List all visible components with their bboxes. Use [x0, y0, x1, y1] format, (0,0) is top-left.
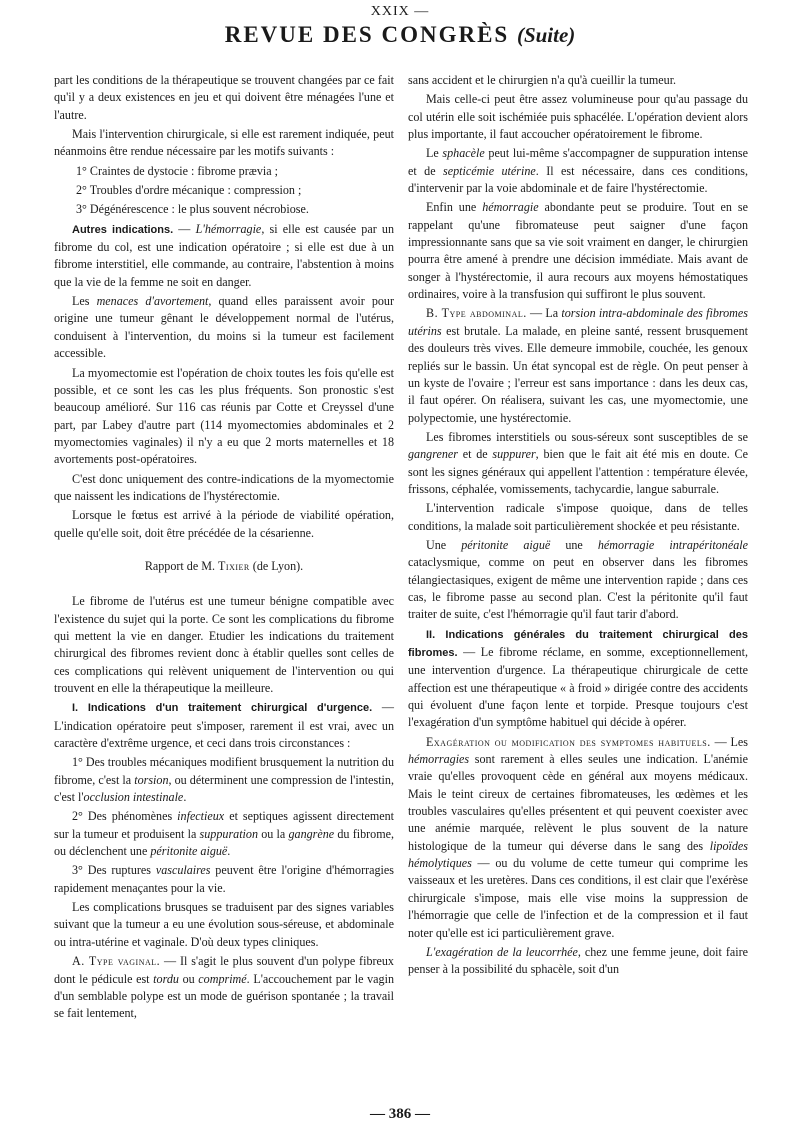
text-run: , bien que le fait ait été mis en doute. Ce sont les signes généraux qui appellent l'attention : température élevée, frissons, céphalée, vomissements, tachycardie, langue saburrale. [408, 447, 748, 496]
journal-title-suffix: (Suite) [516, 23, 576, 47]
text-run: — Il s'agit le plus souvent d'un polype fibreux dont le pédicule est [54, 954, 394, 986]
emphasis: torsion [134, 772, 169, 787]
paragraph [408, 734, 748, 942]
section-label: Autres indications. [72, 223, 174, 236]
paragraph: part les conditions de la thérapeutique se trouvent changées par ce fait qu'il y a deux existences en jeu et qui doivent être ménagées l'une et l'autre. [54, 73, 394, 122]
paragraph [408, 305, 748, 426]
emphasis: vasculaires [155, 863, 211, 878]
text-run: est brutale. La malade, en pleine santé, ressent brusquement des douleurs très vives. Elle demeure immobile, couchée, les genoux repliés sur le bassin. Un état syncopal est de règle. On peut penser à un kyste de l'ovaire ; l'erreur est sans importance : dans les deux cas, il faut opérer. On réalisera, suivant les cas, une myomectomie, une polypectomie, une hystérectomie. [408, 323, 748, 425]
emphasis: hémorragies [408, 752, 470, 767]
text-run: 2° Des phénomènes [72, 809, 178, 824]
emphasis: gangrène [288, 826, 335, 841]
emphasis: septicémie utérine [443, 163, 536, 178]
text-run: Les [72, 294, 97, 309]
paragraph [54, 699, 394, 752]
list-item: 1° Craintes de dystocie : fibrome prævia ; [76, 163, 278, 178]
emphasis: menaces d'avortement [96, 294, 209, 309]
paragraph [54, 953, 394, 1022]
paragraph: Le fibrome de l'utérus est une tumeur bénigne compatible avec l'existence du sujet qui la porte. Ce sont les complications du fibrome qui mettent la vie en danger. Etudier les indications du traitement chirurgical des fibromes revient donc à établir quelles sont celles de ces complications qui relèvent uniquement de l'intervention ou qui trouvent en elle la thérapeutique la meilleure. [54, 594, 394, 695]
emphasis: suppurer [492, 447, 536, 462]
text-run: ou [178, 971, 199, 986]
text-run: . Il est nécessaire, dans ces conditions, d'intervenir par la voie abdominale et de faire l'hystérectomie. [408, 163, 748, 196]
text-run: 1° Des troubles mécaniques modifient brusquement la nutrition du fibrome, c'est la [54, 755, 394, 787]
paragraph [408, 944, 748, 979]
emphasis: L'exagération de la leucorrhée [426, 944, 578, 959]
text-run: . [183, 790, 187, 805]
text-run: cataclysmique, comme on peut en observer dans les fibromes télangiectasiques, exigent de même une intervention rapide ; dans ces cas, le fibrome passe au second plan. C'est la péritonite qu'il faut traiter de suite, c'est l'hémorragie qu'il faut tarir d'abord. [408, 555, 748, 622]
text-run: , quand elles paraissent avoir pour origine une tumeur gênant le développement normal de l'utérus, conduisent à l'intervention, du moins si la tumeur est facilement accessible. [54, 294, 394, 361]
text-run: . [227, 844, 231, 859]
journal-title-main: REVUE DES CONGRÈS [224, 22, 510, 47]
section-label: I. Indications d'un traitement chirurgical d'urgence. [72, 702, 373, 715]
list-item: 3° Dégénérescence : le plus souvent nécrobiose. [76, 202, 309, 217]
emphasis: hémorragie [482, 200, 539, 215]
page-number: — 386 — [370, 1106, 430, 1122]
text-run: Les fibromes interstitiels ou sous-séreux sont susceptibles de se [426, 429, 748, 444]
emphasis: péritonite aiguë [461, 537, 551, 552]
text-run: (de Lyon). [249, 558, 304, 573]
journal-title [0, 22, 800, 48]
text-run: peut lui-même s'accompagner de suppuration intense et de [408, 146, 748, 178]
paragraph [408, 626, 748, 732]
paragraph: L'intervention radicale s'impose quoique, dans de telles conditions, la malade soit particulièrement shockée et peu résistante. [408, 501, 748, 533]
paragraph [54, 221, 394, 291]
section-label: B. Type abdominal. [426, 306, 527, 321]
text-run: sont rarement à elles seules une indication. L'anémie vraie qu'elles provoquent cède en général aux moyens médicaux. Mais le teint cireux de certaines fibromateuses, les œdèmes et les troubles vasculaires qu'elles présentent et qui peuvent coexister avec une anémie marquée, relèvent le plus souvent de la nature histologique de la tumeur qui déverse dans le sang des [408, 752, 748, 853]
text-run: abondante peut se produire. Tout en se rappelant qu'une fibromateuse peut saigner d'une façon impressionnante sans que sa vie soit vraiment en danger, le chirurgien pourra être amené à prendre une décision immédiate. Mais avant de songer à l'hystérectomie, il aura recours aux moyens hémostatiques ordinaires, voire à la transfusion qui suffiront le plus souvent. [408, 200, 748, 302]
text-run: , ou déterminent une compression de l'intestin, c'est l' [54, 772, 394, 805]
text-run: Le [426, 146, 443, 161]
paragraph: sans accident et le chirurgien n'a qu'à cueillir la tumeur. [408, 73, 677, 87]
text-run: Enfin une [426, 200, 483, 215]
emphasis: péritonite aiguë [150, 844, 228, 859]
text-run: . L'accouchement par le vagin d'un semblable polype est un mode de guérison spontanée ; la travail se fait lentement, [54, 971, 394, 1021]
emphasis: sphacèle [442, 146, 485, 161]
text-run: — Les [710, 734, 748, 749]
emphasis: hémorragie intrapéritonéale [597, 537, 748, 552]
emphasis: L'hémorragie [195, 221, 262, 236]
right-column [408, 72, 748, 981]
text-run: 3° Des ruptures [72, 863, 156, 878]
text-run: du fibrome, ou déclenchent une [54, 826, 394, 859]
paragraph [408, 429, 748, 498]
text-run: peuvent être l'origine d'hémorragies rapidement menaçantes pour la vie. [54, 863, 394, 895]
report-heading [54, 558, 394, 575]
emphasis: lipoïdes hémolytiques [408, 838, 748, 871]
text-run: — ou du volume de cette tumeur qui comprime les vaisseaux et les uretères. Dans ces conditions, il est clair que l'exérèse chirurgicale s'impose, mais elle vise moins la suppression de l'hémorragie que celle de l'infection et de la compression et il faut noter qu'elle est ici particulièrement grave. [408, 856, 748, 940]
text-run: — Le fibrome réclame, en somme, exceptionnellement, une intervention d'urgence. La thérapeutique chirurgicale de cette affection est une thérapeutique « à froid » dirigée contre des accidents qui évoluent d'une façon lente et torpide. Presque toujours c'est l'exagération d'un symptôme habituel qui décide à opérer. [408, 645, 748, 730]
paragraph [54, 808, 394, 860]
emphasis: suppuration [199, 826, 259, 841]
author-name: Tixier [218, 558, 250, 573]
section-label: A. Type vaginal. [72, 954, 161, 969]
paragraph: C'est donc uniquement des contre-indications de la myomectomie que naissent les indications de l'hystérectomie. [54, 471, 394, 503]
section-label: II. Indications générales du traitement chirurgical des fibromes. [408, 628, 748, 659]
paragraph: La myomectomie est l'opération de choix toutes les fois qu'elle est possible, et ce sont les cas les plus fréquents. Son pronostic s'est beaucoup amélioré. Sur 116 cas réunis par Cotte et Creyssel d'une part, par Labey d'autre part (114 myomectomies abdominales et 2 myomectomies vaginales) il n'y a eu que 2 morts maternelles et 18 avortements post-opératoires. [54, 365, 394, 467]
paragraph [408, 537, 748, 624]
paragraph [54, 754, 394, 806]
emphasis: torsion intra-abdominale des fibromes utérins [408, 306, 748, 338]
text-run: ou la [258, 826, 289, 841]
emphasis: gangrener [408, 447, 458, 462]
text-run: — [173, 221, 196, 236]
text-run: — La [526, 306, 562, 321]
emphasis: comprimé [198, 971, 247, 986]
paragraph: Mais l'intervention chirurgicale, si elle est rarement indiquée, peut néanmoins être rendue nécessaire par les motifs suivants : [54, 127, 394, 159]
paragraph: Les complications brusques se traduisent par des signes variables suivant que la tumeur a eu une évolution sous-séreuse, et abdominale ou intra-utérine et vaginale. D'où deux types cliniques. [54, 900, 394, 949]
paragraph: Lorsque le fœtus est arrivé à la période de viabilité opération, quelle qu'elle soit, doit être précédée de la césarienne. [54, 508, 394, 540]
paragraph [54, 862, 394, 897]
text-run: Une [426, 537, 462, 552]
text-run: , chez une femme jeune, doit faire penser à la possibilité du sphacèle, soit d'un [408, 944, 749, 977]
section-label: Exagération ou modification des symptomes habituels. [426, 734, 711, 749]
paragraph [408, 199, 748, 303]
list-item: 2° Troubles d'ordre mécanique : compression ; [76, 183, 302, 198]
left-column [54, 72, 394, 1025]
emphasis: occlusion intestinale [83, 790, 184, 805]
text-run: une [550, 537, 598, 552]
text-run: et de [457, 447, 493, 462]
emphasis: infectieux [177, 809, 225, 824]
text-run: et septiques agissent directement sur la tumeur et produisent la [54, 809, 394, 841]
paragraph [54, 293, 394, 362]
text-run: Rapport de M. [144, 558, 219, 573]
paragraph: Mais celle-ci peut être assez volumineuse pour qu'au passage du col utérin elle soit ischémiée puis sphacélée. L'opération devient alors plus importante, il faut accoucher opératoirement le fibrome. [408, 92, 748, 142]
running-page-roman: XXIX — [370, 4, 430, 19]
text-run: , si elle est causée par un fibrome du col, est une indication opératoire ; si elle est due à un fibrome interstitiel, elle commande, au contraire, l'abstention à moins que la vie de la femme ne soit en danger. [54, 221, 394, 289]
emphasis: tordu [153, 971, 179, 986]
paragraph [408, 145, 748, 197]
text-run: — L'indication opératoire peut s'imposer, rarement il est vrai, avec un caractère d'extrême urgence, et ceci dans trois circonstances : [54, 700, 394, 751]
